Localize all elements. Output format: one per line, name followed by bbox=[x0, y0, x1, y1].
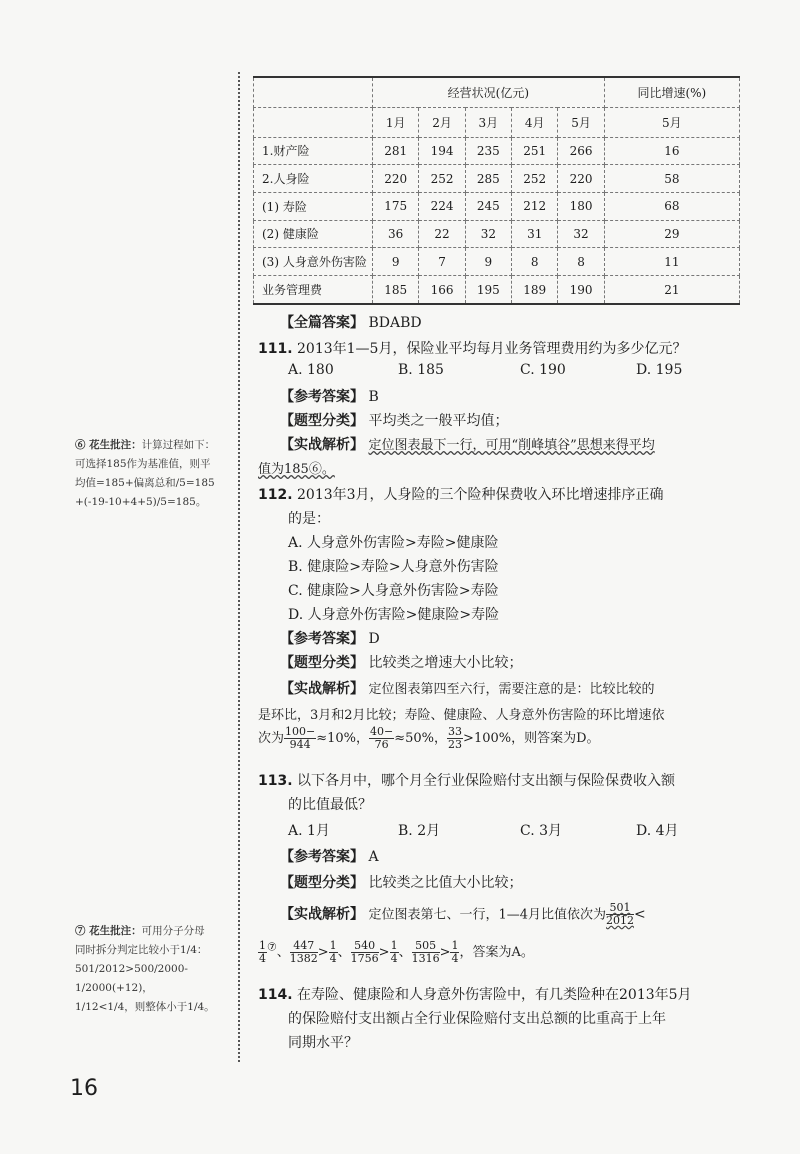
note-head: ⑦ 花生批注： bbox=[75, 925, 142, 937]
q111-option-b: B. 185 bbox=[398, 362, 444, 378]
type-value: 比较类之比值大小比较； bbox=[368, 875, 523, 891]
q113-type bbox=[280, 872, 522, 892]
analysis-text: 定位图表最下一行，可用“削峰填谷”思想来得平均 bbox=[368, 438, 655, 453]
cell: 7 bbox=[419, 248, 465, 276]
analysis-text: 次为 bbox=[258, 731, 285, 746]
numerator: 1 bbox=[259, 939, 266, 952]
question-number: 112. bbox=[258, 487, 293, 503]
analysis-tag: 【实战解析】 bbox=[280, 681, 364, 697]
q113-option-d: D. 4月 bbox=[636, 823, 679, 839]
row-label: (1) 寿险 bbox=[254, 192, 373, 220]
denominator: 1756 bbox=[350, 952, 379, 965]
insurance-table bbox=[253, 76, 740, 305]
q113-analysis-formula bbox=[258, 940, 534, 965]
margin-divider bbox=[238, 72, 240, 1062]
denominator: 944 bbox=[289, 738, 311, 751]
separator: 、 bbox=[276, 945, 290, 960]
cell: 8 bbox=[512, 248, 558, 276]
numerator: 1 bbox=[329, 939, 337, 952]
cell: 58 bbox=[604, 165, 739, 193]
type-tag: 【题型分类】 bbox=[280, 413, 364, 429]
full-answer-value: BDABD bbox=[368, 315, 422, 331]
cell: 195 bbox=[465, 276, 511, 304]
numerator: 501 bbox=[606, 902, 634, 915]
table-row bbox=[254, 276, 740, 304]
row-label: 1.财产险 bbox=[254, 137, 373, 165]
note-line: 501/2012>500/2000-1/2000(+12)， bbox=[75, 963, 188, 994]
numerator: 540 bbox=[351, 940, 379, 953]
q112-analysis-cont: 是环比，3月和2月比较；寿险、健康险、人身意外伤害险的环比增速依 bbox=[258, 708, 665, 723]
analysis-text: 定位图表第七、一行，1—4月比值依次为 bbox=[368, 907, 606, 923]
margin-note-7 bbox=[75, 922, 235, 1017]
analysis-text: 定位图表第四至六行，需要注意的是：比较比较的 bbox=[368, 682, 655, 697]
answer-value: A bbox=[368, 849, 379, 865]
note-line: 计算过程如下： bbox=[141, 439, 216, 451]
q111-analysis-cont bbox=[258, 458, 335, 477]
note-line: 可选择185作为基准值，则平 bbox=[75, 458, 211, 470]
note-head: ⑥ 花生批注： bbox=[75, 439, 142, 451]
question-text: 以下各月中，哪个月全行业保险赔付支出额与保险保费收入额 bbox=[297, 773, 675, 789]
answer-value: B bbox=[368, 389, 379, 405]
cell: 32 bbox=[558, 220, 604, 248]
numerator: 40− bbox=[370, 725, 394, 738]
numerator: 33 bbox=[448, 725, 463, 738]
numerator: 447 bbox=[290, 940, 318, 953]
question-number: 111. bbox=[258, 341, 293, 357]
numerator: 1 bbox=[390, 939, 398, 952]
question-text: 2013年1—5月，保险业平均每月业务管理费用约为多少亿元？ bbox=[297, 341, 687, 357]
table-row bbox=[254, 165, 740, 193]
q114-stem-cont: 的保险赔付支出额占全行业保险赔付支出总额的比重高于上年 bbox=[288, 1011, 666, 1027]
numerator: 1 bbox=[451, 939, 459, 952]
cell: 251 bbox=[512, 137, 558, 165]
question-number: 114. bbox=[258, 987, 293, 1003]
fraction bbox=[606, 902, 634, 927]
q112-answer bbox=[280, 628, 380, 648]
fraction bbox=[447, 726, 463, 751]
table-row bbox=[254, 192, 740, 220]
answer-value: D bbox=[368, 631, 380, 647]
q111-option-a: A. 180 bbox=[288, 362, 334, 378]
corner-cell bbox=[254, 77, 373, 107]
cell: 235 bbox=[465, 137, 511, 165]
separator: 、 bbox=[398, 945, 412, 960]
q111-analysis bbox=[280, 434, 655, 454]
numerator: 100− bbox=[285, 725, 316, 738]
analysis-tag: 【实战解析】 bbox=[280, 437, 364, 453]
type-value: 平均类之一般平均值； bbox=[368, 413, 509, 429]
row-label: 2.人身险 bbox=[254, 165, 373, 193]
month-header: 5月 bbox=[558, 107, 604, 137]
growth-header: 同比增速(%) bbox=[604, 77, 739, 107]
cell: 9 bbox=[373, 248, 419, 276]
separator: 、 bbox=[337, 945, 351, 960]
denominator: 2012 bbox=[606, 914, 634, 927]
q113-stem bbox=[258, 770, 675, 790]
question-number: 113. bbox=[258, 773, 293, 789]
denominator: 4 bbox=[390, 952, 398, 965]
answer-tag: 【参考答案】 bbox=[280, 389, 364, 405]
fraction bbox=[290, 940, 318, 965]
month-header: 3月 bbox=[465, 107, 511, 137]
denominator: 1382 bbox=[289, 952, 318, 965]
type-tag: 【题型分类】 bbox=[280, 655, 364, 671]
q113-option-b: B. 2月 bbox=[398, 823, 441, 839]
cell: 8 bbox=[558, 248, 604, 276]
q112-stem-cont: 的是： bbox=[288, 511, 330, 527]
analysis-text: ，答案为A。 bbox=[459, 945, 534, 960]
fraction bbox=[258, 940, 267, 965]
cell: 220 bbox=[373, 165, 419, 193]
denominator: 23 bbox=[448, 738, 463, 751]
q111-type bbox=[280, 410, 508, 430]
q113-stem-cont: 的比值最低？ bbox=[288, 797, 372, 813]
fraction bbox=[329, 940, 338, 965]
type-value: 比较类之增速大小比较； bbox=[368, 655, 523, 671]
cell: 194 bbox=[419, 137, 465, 165]
cell: 21 bbox=[604, 276, 739, 304]
q112-stem bbox=[258, 484, 664, 504]
cell: 9 bbox=[465, 248, 511, 276]
cell: 68 bbox=[604, 192, 739, 220]
month-header: 4月 bbox=[512, 107, 558, 137]
cell: 11 bbox=[604, 248, 739, 276]
cell: 245 bbox=[465, 192, 511, 220]
cell: 16 bbox=[604, 137, 739, 165]
q112-option-b: B. 健康险>寿险>人身意外伤害险 bbox=[288, 559, 499, 575]
note-line: 同时拆分判定比较小于1/4： bbox=[75, 944, 208, 956]
q113-answer bbox=[280, 846, 379, 866]
denominator: 76 bbox=[374, 738, 389, 751]
answer-tag: 【参考答案】 bbox=[280, 631, 364, 647]
cell: 190 bbox=[558, 276, 604, 304]
answer-tag: 【参考答案】 bbox=[280, 849, 364, 865]
cell: 180 bbox=[558, 192, 604, 220]
ops-header: 经营状况(亿元) bbox=[373, 77, 605, 107]
q114-stem-cont2: 同期水平？ bbox=[288, 1035, 358, 1051]
q111-option-c: C. 190 bbox=[520, 362, 566, 378]
q112-option-c: C. 健康险>人身意外伤害险>寿险 bbox=[288, 583, 499, 599]
note-line: 1/12<1/4，则整体小于1/4。 bbox=[75, 1001, 215, 1013]
q113-option-c: C. 3月 bbox=[520, 823, 563, 839]
analysis-text: ≈10%， bbox=[316, 731, 370, 746]
cell: 266 bbox=[558, 137, 604, 165]
cell: 212 bbox=[512, 192, 558, 220]
cell: 22 bbox=[419, 220, 465, 248]
row-label: 业务管理费 bbox=[254, 276, 373, 304]
note-line: +(-19-10+4+5)/5=185。 bbox=[75, 496, 207, 508]
question-text: 在寿险、健康险和人身意外伤害险中，有几类险种在2013年5月 bbox=[297, 987, 692, 1003]
row-label: (3) 人身意外伤害险 bbox=[254, 248, 373, 276]
cell: 29 bbox=[604, 220, 739, 248]
fraction bbox=[412, 940, 440, 965]
cell: 285 bbox=[465, 165, 511, 193]
cell: 175 bbox=[373, 192, 419, 220]
question-text: 2013年3月，人身险的三个险种保费收入环比增速排序正确 bbox=[297, 487, 664, 503]
row-label: (2) 健康险 bbox=[254, 220, 373, 248]
cell: 32 bbox=[465, 220, 511, 248]
q111-option-d: D. 195 bbox=[636, 362, 683, 378]
blank-cell bbox=[254, 107, 373, 137]
q111-stem bbox=[258, 338, 686, 358]
denominator: 4 bbox=[329, 952, 337, 965]
month-header: 1月 bbox=[373, 107, 419, 137]
q113-analysis bbox=[280, 902, 646, 927]
operator: > bbox=[439, 945, 451, 960]
q114-stem bbox=[258, 984, 692, 1004]
cell: 252 bbox=[419, 165, 465, 193]
fraction bbox=[390, 940, 399, 965]
operator: < bbox=[634, 906, 646, 923]
full-answer-line bbox=[280, 312, 422, 332]
table-row bbox=[254, 137, 740, 165]
q112-option-a: A. 人身意外伤害险>寿险>健康险 bbox=[288, 535, 499, 551]
cell: 36 bbox=[373, 220, 419, 248]
analysis-text: ≈50%， bbox=[394, 731, 448, 746]
denominator: 1316 bbox=[411, 952, 440, 965]
q112-analysis bbox=[280, 678, 654, 698]
q112-analysis-formula bbox=[258, 726, 600, 751]
analysis-text: 值为185⑥。 bbox=[258, 462, 335, 477]
analysis-tag: 【实战解析】 bbox=[280, 906, 364, 923]
numerator: 505 bbox=[412, 940, 440, 953]
cell: 220 bbox=[558, 165, 604, 193]
cell: 185 bbox=[373, 276, 419, 304]
month-header: 2月 bbox=[419, 107, 465, 137]
denominator: 4 bbox=[259, 952, 266, 965]
note-marker: ⑦ bbox=[267, 940, 277, 954]
q111-answer bbox=[280, 386, 379, 406]
full-answer-tag: 【全篇答案】 bbox=[280, 315, 364, 331]
page-number: 16 bbox=[70, 1076, 98, 1101]
fraction bbox=[369, 726, 394, 751]
fraction bbox=[284, 726, 316, 751]
month-header: 5月 bbox=[604, 107, 739, 137]
type-tag: 【题型分类】 bbox=[280, 875, 364, 891]
cell: 281 bbox=[373, 137, 419, 165]
q112-type bbox=[280, 652, 522, 672]
note-line: 可用分子分母 bbox=[141, 925, 205, 937]
table-row bbox=[254, 220, 740, 248]
table-row bbox=[254, 248, 740, 276]
cell: 189 bbox=[512, 276, 558, 304]
cell: 31 bbox=[512, 220, 558, 248]
margin-note-6 bbox=[75, 436, 235, 512]
cell: 166 bbox=[419, 276, 465, 304]
fraction bbox=[351, 940, 379, 965]
cell: 224 bbox=[419, 192, 465, 220]
cell: 252 bbox=[512, 165, 558, 193]
denominator: 4 bbox=[451, 952, 459, 965]
analysis-text: >100%，则答案为D。 bbox=[463, 731, 600, 746]
note-line: 均值=185+偏离总和/5=185 bbox=[75, 477, 215, 489]
q113-option-a: A. 1月 bbox=[288, 823, 330, 839]
operator: > bbox=[317, 945, 329, 960]
q112-option-d: D. 人身意外伤害险>健康险>寿险 bbox=[288, 607, 500, 623]
operator: > bbox=[378, 945, 390, 960]
